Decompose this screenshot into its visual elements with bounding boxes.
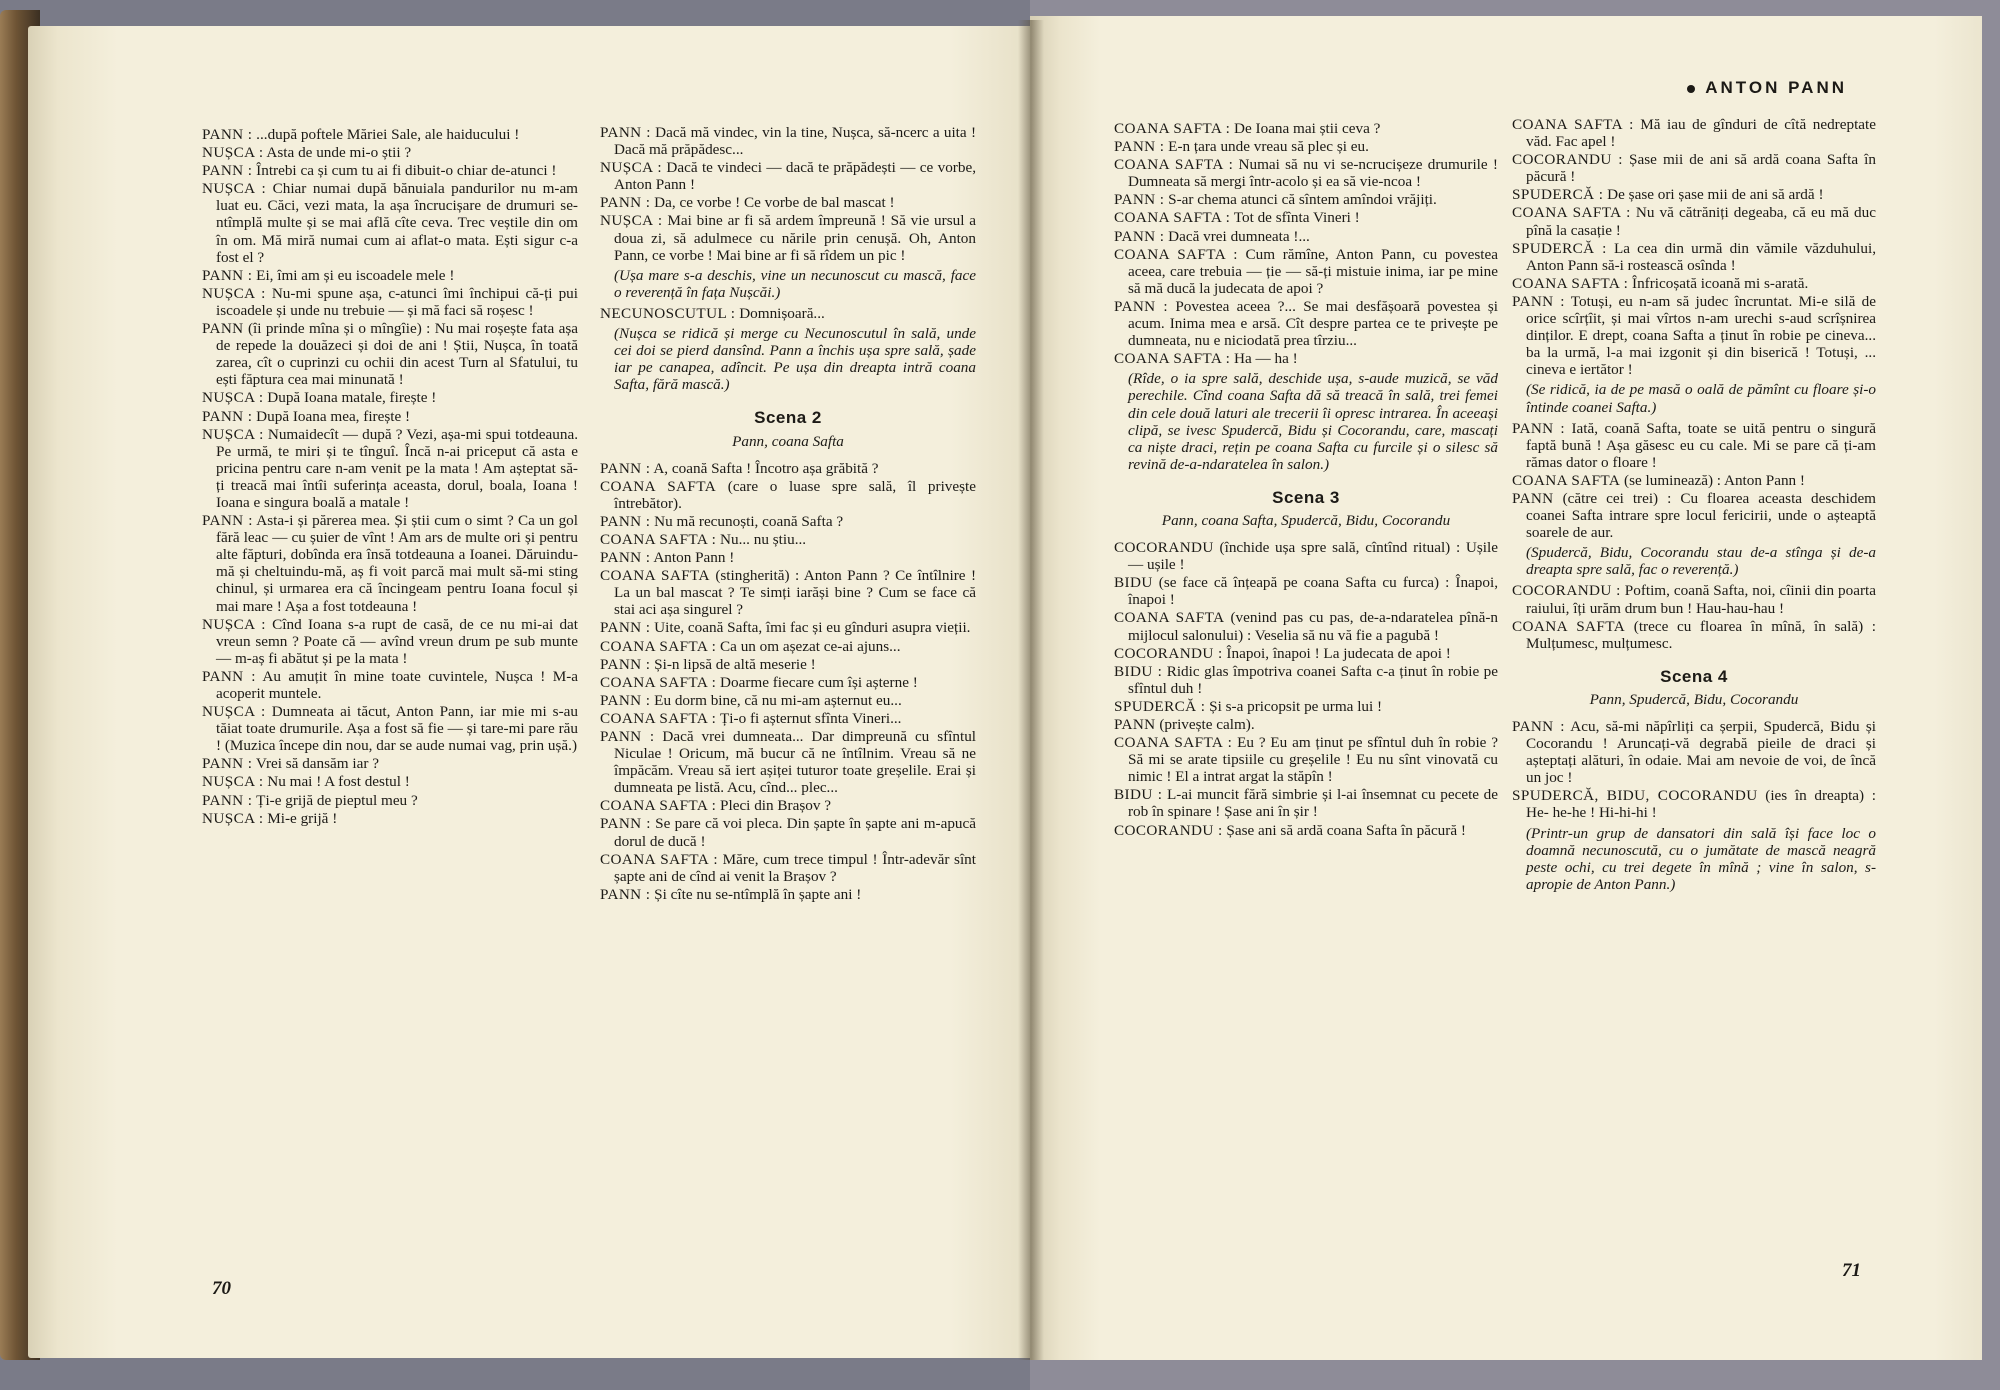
dialogue-line [1114,120,1498,137]
dialogue-line [202,703,578,754]
dialogue-text: Mai bine ar fi să ardem împreună ! Să vie ursul a doua zi, să adulmece cu nările prin cenușă. Oh, Anton Pann, ce vorbe ! Mai bine ar fi să rîdem un pic ! [614,212,976,264]
dialogue-text: Cînd Ioana s-a rupt de casă, de ce nu mi-ai dat vreun semn ? Poate că — avînd vreun drum pe sub munte — m-aș fi abătut și pe la mata ! [216,615,578,667]
dialogue-text: Uite, coană Safta, îmi fac și eu gînduri asupra vieții. [650,619,971,637]
dialogue-text: Doarme fiecare cum își așterne ! [716,673,918,691]
dialogue-line [600,460,976,477]
dialogue-line [202,426,578,511]
dialogue-text: (ies în dreapta) : He- he-he ! Hi-hi-hi ! [1526,787,1876,822]
dialogue-line [600,851,976,885]
dialogue-text: Nu mă recunoști, coană Safta ? [650,512,844,530]
dialogue-text: (îi prinde mîna și o mîngîie) : Nu mai roșește fata așa de repede la douăzeci și doi de ani ! Știi, Nușca, în toată zarea, cît o cuprinzi cu ochii din acest Turn al Sfatului, tu ești făptura cea mai minunată ! [216,320,578,389]
dialogue-line [1114,209,1498,226]
speaker-name: COANA SAFTA [600,477,717,495]
speaker-name: PANN : [600,655,651,673]
dialogue-text: (închide ușa spre sală, cîntînd ritual) : Ușile — ușile ! [1128,539,1498,574]
stage-direction: (Se ridică, ia de pe masă o oală de pămînt cu floare și-o întinde coanei Safta.) [1526,381,1876,416]
speaker-name: PANN : [600,691,651,709]
dialogue-line [1114,350,1498,367]
dialogue-text: Tot de sfînta Vineri ! [1230,209,1360,227]
dialogue-line [1512,240,1876,274]
dialogue-line [1114,716,1498,733]
dialogue-line [1512,582,1876,616]
speaker-name: SPUDERCĂ, BIDU, COCORANDU [1512,787,1758,805]
dialogue-text: Pleci din Brașov ? [716,797,831,815]
dialogue-line [1512,472,1876,489]
dialogue-line [600,567,976,618]
right-page [1030,16,1982,1360]
speaker-name: PANN : [600,549,651,567]
speaker-name: NUȘCA : [202,809,264,827]
dialogue-text: Măre, cum trece timpul ! Într-adevăr sînt șapte ani de cînd ai venit la Brașov ? [614,850,976,885]
dialogue-line [202,755,578,772]
dialogue-text: Au amuțit în mine toate cuvintele, Nușca ! M-a acoperit muntele. [216,667,579,702]
scene-heading: Scena 2 [754,408,822,428]
running-head-text: ANTON PANN [1705,78,1847,97]
dialogue-text: De Ioana mai știi ceva ? [1230,120,1381,137]
speaker-name: NUȘCA : [202,144,264,162]
dialogue-text: Numai să nu vi se-ncrucișeze drumurile ! Dumneata să mergi într-acolo și ea să vie-ncoa ! [1128,156,1498,191]
bullet-icon [1687,85,1695,93]
speaker-name: COANA SAFTA : [600,797,717,815]
scene-cast: Pann, Spudercă, Bidu, Cocorandu [1589,690,1799,708]
scene-heading: Scena 4 [1660,666,1728,686]
dialogue-text: L-ai muncit fără simbrie și l-ai însemnat cu pecete de rob în spinare ! Șase ani în șir ! [1128,786,1499,821]
dialogue-text: (care o luase spre sală, îl privește întrebător). [614,477,976,512]
dialogue-text: ...după poftele Măriei Sale, ale haiducului ! [252,126,520,143]
dialogue-line [600,886,976,903]
dialogue-text: Ți-e grijă de pieptul meu ? [252,791,418,809]
dialogue-line [600,797,976,814]
dialogue-line [1114,822,1498,839]
speaker-name: SPUDERCĂ : [1512,239,1607,257]
dialogue-line [202,126,578,143]
dialogue-text: După Ioana mea, firește ! [252,407,411,425]
speaker-name: PANN : [600,459,651,477]
speaker-name: BIDU [1114,574,1153,592]
dialogue-text: Mă iau de gînduri de cîtă nedreptate văd. Fac apel ! [1526,116,1876,151]
dialogue-line [600,692,976,709]
dialogue-text: Și-n lipsă de altă meserie ! [650,655,816,673]
speaker-name: COANA SAFTA : [600,709,717,727]
running-head [1687,78,1847,98]
dialogue-line [600,159,976,193]
stage-direction: (Printr-un grup de dansatori din sală își face loc o doamnă necunoscută, cu o jumătate de mască neagră peste ochi, cu trei degete în mînă ; vine în salon, s-apropie de Anton Pann.) [1526,824,1876,893]
speaker-name: COANA SAFTA [600,567,710,585]
dialogue-text: (se luminează) : Anton Pann ! [1620,471,1805,489]
dialogue-text: Se pare că voi pleca. Din șapte în șapte ani m-apucă dorul de ducă ! [614,815,976,850]
speaker-name: PANN : [202,667,256,685]
dialogue-line [1512,420,1876,471]
speaker-name: NUȘCA : [202,425,264,443]
dialogue-line [1114,191,1498,208]
dialogue-line [600,531,976,548]
speaker-name: COANA SAFTA : [600,530,717,548]
speaker-name: COCORANDU [1114,539,1214,557]
left-page-column-1 [202,126,578,828]
speaker-name: PANN : [1114,297,1168,315]
speaker-name: PANN [1512,489,1554,507]
speaker-name: COANA SAFTA [1114,609,1225,627]
dialogue-text: Nu mai ! A fost destul ! [263,773,410,791]
speaker-name: PANN : [1512,419,1566,437]
dialogue-text: Chiar numai după bănuiala pandurilor nu m-am luat eu. Căci, vezi mata, la așa încrucișare de drumuri se-ntîmplă multe și se mai află cîte ceva. Trec veștile din om în om. Mă miră numai cum ai aflat-o mata. Ești sigur c-a fost el ? [216,180,578,266]
speaker-name: SPUDERCĂ : [1512,186,1604,204]
speaker-name: COANA SAFTA : [1114,120,1231,137]
dialogue-line [1114,156,1498,190]
speaker-name: COANA SAFTA : [1512,116,1634,133]
page-number-right: 71 [1842,1260,1861,1281]
dialogue-line [600,212,976,263]
dialogue-line [600,194,976,211]
dialogue-text: Anton Pann ! [650,549,735,567]
speaker-name: PANN : [202,266,253,284]
dialogue-line [202,162,578,179]
speaker-name: COANA SAFTA : [1512,204,1631,222]
speaker-name: PANN : [600,619,651,637]
speaker-name: COANA SAFTA : [1114,734,1233,752]
dialogue-line [202,408,578,425]
dialogue-line [1114,645,1498,662]
speaker-name: COCORANDU : [1114,821,1223,839]
dialogue-line [202,810,578,827]
speaker-name: NUȘCA : [202,389,264,407]
dialogue-text: Și s-a pricopsit pe urma lui ! [1205,697,1383,715]
dialogue-line [1114,539,1498,573]
dialogue-text: Întrebi ca și cum tu ai fi dibuit-o chiar de-atunci ! [252,162,557,180]
dialogue-line [600,478,976,512]
speaker-name: NUȘCA : [202,284,266,302]
speaker-name: PANN : [1512,292,1565,310]
speaker-name: PANN [202,320,244,338]
dialogue-line [600,656,976,673]
dialogue-line [1512,116,1876,150]
speaker-name: PANN : [202,407,253,425]
dialogue-text: Înapoi, înapoi ! La judecata de apoi ! [1222,644,1451,662]
dialogue-line [1512,718,1876,786]
dialogue-line [202,180,578,265]
book-gutter [1018,20,1044,1360]
dialogue-line [202,773,578,790]
dialogue-text: Ridic glas împotriva coanei Safta c-a ținut în robie pe sfîntul duh ! [1128,662,1499,697]
speaker-name: BIDU : [1114,662,1163,680]
dialogue-text: Acu, să-mi năpîrliți ca șerpii, Spudercă, Bidu și Cocorandu ! Aruncați-vă degrabă pieile de draci și așteptați alături, în odaie. Mai am nevoie de voi, de încă un joc ! [1526,718,1876,787]
speaker-name: NUȘCA : [202,703,266,721]
speaker-name: PANN : [1512,718,1565,735]
speaker-name: COANA SAFTA [1512,617,1626,635]
speaker-name: BIDU : [1114,786,1163,804]
left-page [28,26,1030,1358]
dialogue-line [1114,786,1498,820]
dialogue-line [202,320,578,388]
dialogue-text: A, coană Safta ! Încotro așa grăbită ? [650,459,879,477]
speaker-name: COANA SAFTA : [600,850,718,868]
dialogue-text: Eu ? Eu am ținut pe sfîntul duh în robie ? Să mi se arate tipsiile cu greșelile ! Eu nu sînt vinovată cu nimic ! El a intrat argat la stăpîn ! [1128,734,1498,786]
dialogue-text: Nu vă cătrăniți degeaba, că eu mă duc pînă la casație ! [1526,204,1876,239]
dialogue-text: Cum rămîne, Anton Pann, cu povestea aceea, care trebuia — ție — să-ți mistuie inima, iar pe mine să mă ducă la judecata de apoi ? [1128,245,1498,297]
dialogue-text: Numaidecît — după ? Vezi, așa-mi spui totdeauna. Pe urmă, te miri și te tînguî. Încă n-ai priceput că asta e pricina pentru care n-am venit pe la mata ! Am așteptat să-ți treacă mai întîi suferința aceasta, dorul, boala, Ioana ! Ioana e singura boală a matale ! [216,425,578,511]
dialogue-text: Șase mii de ani să ardă coana Safta în păcură ! [1526,151,1876,186]
speaker-name: PANN : [1114,227,1165,245]
dialogue-text: (se face că înțeapă pe coana Safta cu furca) : Înapoi, înapoi ! [1128,574,1498,609]
dialogue-line [1114,298,1498,349]
dialogue-line [1512,293,1876,378]
dialogue-line [202,792,578,809]
speaker-name: NUȘCA : [600,159,663,177]
dialogue-text: (privește calm). [1155,716,1255,733]
dialogue-line [600,619,976,636]
speaker-name: NECUNOSCUTUL : [600,304,736,322]
speaker-name: COANA SAFTA : [1114,156,1234,174]
speaker-name: PANN : [202,755,253,773]
dialogue-line [1512,618,1876,652]
dialogue-text: Ei, îmi am și eu iscoadele mele ! [252,266,455,284]
stage-direction: (Ușa mare s-a deschis, vine un necunoscut cu mască, face o reverență în fața Nușcăi.) [614,266,976,301]
dialogue-text: Nu... nu știu... [716,530,807,548]
speaker-name: NUȘCA : [202,180,267,198]
speaker-name: PANN : [1114,191,1165,209]
dialogue-text: Ha — ha ! [1230,350,1298,368]
dialogue-text: (venind pas cu pas, de-a-ndaratelea pînă-n mijlocul salonului) : Veselia să nu vă fie a pagubă ! [1128,609,1498,644]
dialogue-line [1512,204,1876,238]
dialogue-line [1512,787,1876,821]
dialogue-text: Dacă vrei dumneata !... [1164,227,1310,245]
page-number-left: 70 [212,1278,231,1299]
dialogue-line [1512,151,1876,185]
dialogue-text: Dacă te vindeci — dacă te prăpădești — ce vorbe, Anton Pann ! [614,159,976,194]
dialogue-line [600,513,976,530]
dialogue-text: La cea din urmă din vămile văzduhului, Anton Pann să-i rostească osînda ! [1526,239,1876,274]
dialogue-text: Povestea aceea ?... Se mai desfășoară povestea și acum. Inima mea e arsă. Cît despre partea ce te privește pe dumneata, nu e niciodată prea tîrziu... [1128,297,1499,350]
speaker-name: COANA SAFTA : [1114,245,1238,263]
dialogue-line [1114,698,1498,715]
dialogue-line [1114,138,1498,155]
speaker-name: PANN : [600,194,651,212]
dialogue-text: Vrei să dansăm iar ? [252,755,379,773]
scene-heading: Scena 3 [1272,487,1340,507]
left-page-column-2 [600,124,976,904]
dialogue-line [202,144,578,161]
speaker-name: PANN : [600,885,651,903]
stage-direction: (Nușca se ridică și merge cu Necunoscutul în sală, unde cei doi se pierd dansînd. Pann a închis ușa spre sală, șade iar pe canapea, adîncit. Pe ușa din dreapta intră coana Safta, fără mască.) [614,325,976,394]
speaker-name: NUȘCA : [600,212,663,230]
dialogue-line [1114,609,1498,643]
dialogue-text: Mi-e grijă ! [263,809,338,827]
dialogue-text: După Ioana matale, firește ! [263,389,437,407]
speaker-name: PANN : [1114,138,1165,156]
dialogue-text: (către cei trei) : Cu floarea aceasta deschidem coanei Safta intrare spre locul fericirii, unde o așteaptă soarele de aur. [1526,489,1876,542]
stage-direction: (Rîde, o ia spre sală, deschide ușa, s-aude muzică, se văd perechile. Cînd coana Safta dă să treacă în sală, trei femei din cele două laturi ale trecerii îi opresc intrarea. În aceeași clipă, se ivesc Spudercă, Bidu și Cocorandu, care, mascați ca niște draci, rețin pe coana Safta cu furcile și o silesc să revină de-a-ndaratelea în salon.) [1128,370,1498,473]
speaker-name: COCORANDU : [1512,151,1623,169]
dialogue-line [600,549,976,566]
dialogue-line [1512,275,1876,292]
dialogue-line [202,616,578,667]
speaker-name: NUȘCA : [202,773,264,791]
dialogue-text: Asta-i și părerea mea. Și știi cum o simt ? Ca un gol fără leac — cu șuier de vînt ! Am ars de multe ori și pentru alte făpturi, dobînda era însă totdeauna a Ioanei. Dăruindu-mă și cheltuindu-mă, aș fi voit parcă mai mult să-mi sting chinul, și urmarea era că încingeam pentru Ioana focul și mai mare ! Așa a fost totdeauna ! [216,512,578,615]
dialogue-line [600,710,976,727]
dialogue-line [1512,186,1876,203]
dialogue-text: Dacă vrei dumneata... Dar dimpreună cu sfîntul Niculae ! Oricum, mă bucur că ne întîlnim. Vreau să ne împăcăm. Vreau să iert așiței tuturor toate greșelile. Erai și dumneata pe listă. Acu, cînd... plec... [614,728,977,797]
speaker-name: NUȘCA : [202,615,266,633]
stage-direction: (Spudercă, Bidu, Cocorandu stau de-a stînga și de-a dreapta spre sală, fac o reverență.) [1526,544,1876,579]
dialogue-text: Dumneata ai tăcut, Anton Pann, iar mie mi s-au tăiat toate drumurile. Așa a fost să fie — și tare-mi pare rău ! (Muzica începe din nou, dar se aude numai vag, prin ușă.) [216,703,578,755]
speaker-name: PANN : [202,162,253,180]
dialogue-text: Și cîte nu se-ntîmplă în șapte ani ! [650,885,862,903]
dialogue-line [202,285,578,319]
speaker-name: PANN : [600,728,655,745]
dialogue-text: Da, ce vorbe ! Ce vorbe de bal mascat ! [650,194,895,212]
dialogue-line [1114,663,1498,697]
dialogue-line [600,638,976,655]
dialogue-line [202,389,578,406]
dialogue-line [600,728,976,796]
speaker-name: COANA SAFTA : [600,673,717,691]
scene-cast: Pann, coana Safta, Spudercă, Bidu, Cocorandu [1161,511,1451,529]
dialogue-text: (stingherită) : Anton Pann ? Ce întîlnire ! La un bal mascat ? Te simți iarăși bine ? Cum se face că stai aci așa singurel ? [614,567,977,619]
dialogue-text: Ți-o fi așternut sfînta Vineri... [716,709,902,727]
speaker-name: COANA SAFTA : [1512,274,1629,292]
speaker-name: PANN : [202,512,253,530]
dialogue-text: Iată, coană Safta, toate se uită pentru o singură faptă bună ! Așa găsesc eu cu cale. Mi se pare că ți-am rămas dator o floare ! [1526,419,1876,471]
dialogue-line [1114,734,1498,785]
dialogue-line [600,305,976,322]
right-page-column-1 [1114,120,1498,840]
speaker-name: PANN : [600,512,651,530]
scene-cast: Pann, coana Safta [732,432,844,450]
dialogue-text: E-n țara unde vreau să plec și eu. [1164,138,1369,156]
dialogue-text: Eu dorm bine, că nu mi-am așternut eu... [650,691,902,709]
speaker-name: PANN [1114,716,1156,733]
speaker-name: COANA SAFTA : [1114,209,1231,227]
speaker-name: PANN : [202,126,253,143]
dialogue-line [202,267,578,284]
dialogue-text: Șase ani să ardă coana Safta în păcură ! [1222,821,1466,839]
dialogue-line [202,668,578,702]
speaker-name: COANA SAFTA [1512,471,1621,489]
dialogue-text: S-ar chema atunci că sîntem amîndoi vrăjiți. [1164,191,1437,209]
right-page-column-2 [1512,116,1876,897]
dialogue-line [202,512,578,615]
dialogue-text: Înfricoșată icoană mi s-arată. [1628,274,1809,292]
speaker-name: COCORANDU : [1114,644,1223,662]
dialogue-line [1114,228,1498,245]
dialogue-text: Totuși, eu n-am să judec încruntat. Mi-e silă de orice scîrțîit, și mai vîrtos n-am urechi s-aud scrîșnirea dinților. E drept, coana Safta a ținut în robie pe cineva... ba la urmă, l-a mai izgonit și din biserică ! Totuși, ... cineva e iertător ! [1526,292,1876,379]
dialogue-text: (trece cu floarea în mînă, în sală) : Mulțumesc, mulțumesc. [1526,617,1876,652]
speaker-name: SPUDERCĂ : [1114,697,1206,715]
dialogue-text: Asta de unde mi-o știi ? [263,144,412,162]
dialogue-text: De șase ori șase mii de ani să ardă ! [1603,186,1824,204]
dialogue-text: Ca un om așezat ce-ai ajuns... [716,637,901,655]
speaker-name: PANN : [600,815,651,833]
dialogue-text: Domnișoară... [735,304,825,322]
speaker-name: COCORANDU : [1512,582,1621,600]
speaker-name: PANN : [600,124,651,141]
dialogue-line [1114,574,1498,608]
speaker-name: PANN : [202,791,253,809]
dialogue-line [600,815,976,849]
dialogue-line [1114,246,1498,297]
dialogue-text: Nu-mi spune așa, c-atunci îmi închipui că-ți pui iscoadele și unde nu trebuie — și mă faci să roșesc ! [216,284,578,319]
dialogue-line [600,124,976,158]
dialogue-line [1512,490,1876,541]
speaker-name: COANA SAFTA : [600,637,717,655]
dialogue-line [600,674,976,691]
dialogue-text: Dacă mă vindec, vin la tine, Nușca, să-ncerc a uita ! Dacă mă prăpădesc... [614,124,976,159]
speaker-name: COANA SAFTA : [1114,350,1231,368]
dialogue-text: Poftim, coană Safta, noi, cîinii din poarta raiului, îți urăm drum bun ! Hau-hau-hau ! [1526,582,1876,617]
